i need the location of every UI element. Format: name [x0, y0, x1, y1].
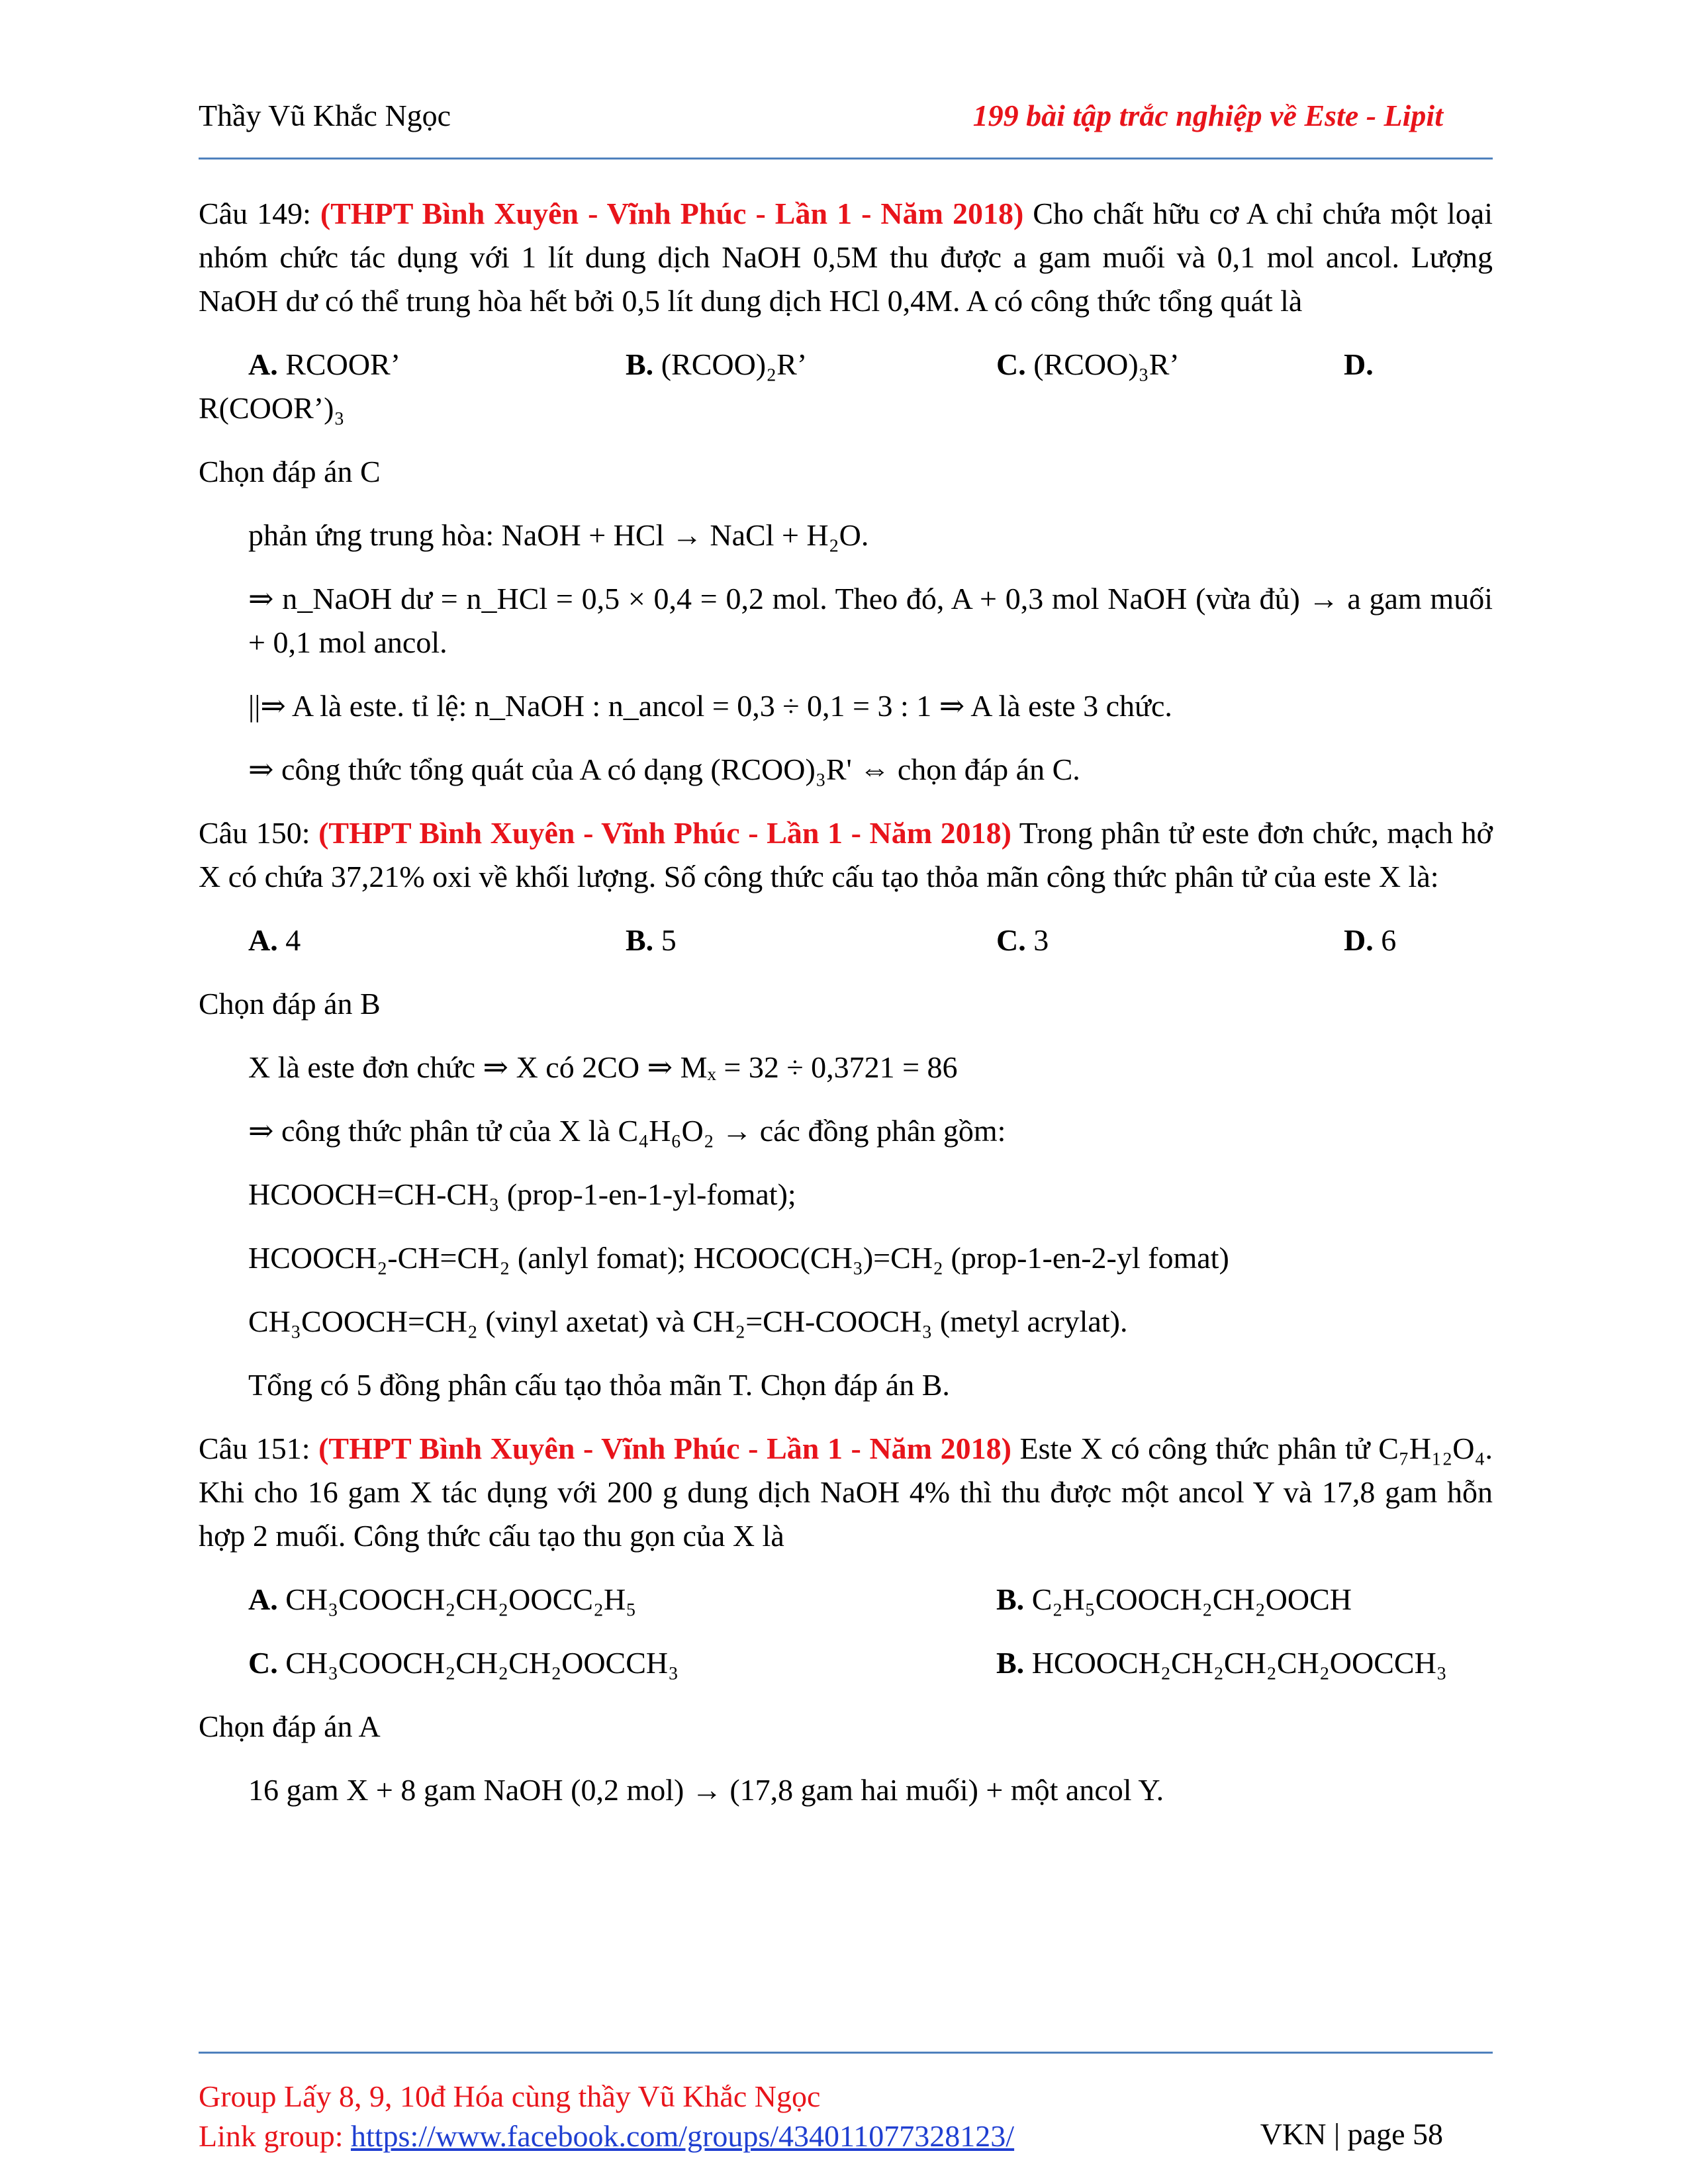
- option-d[interactable]: D. 6: [1344, 923, 1397, 957]
- question-source: (THPT Bình Xuyên - Vĩnh Phúc - Lần 1 - Năm 2018): [318, 1432, 1011, 1465]
- question-source: (THPT Bình Xuyên - Vĩnh Phúc - Lần 1 - Năm 2018): [318, 816, 1011, 850]
- option-c[interactable]: C. CH₃COOCH₂CH₂CH₂OOCCH₃: [248, 1646, 679, 1680]
- options-150: [199, 919, 1493, 962]
- solution-line: Tổng có 5 đồng phân cấu tạo thỏa mãn T. Chọn đáp án B.: [248, 1368, 950, 1402]
- header-rule: [199, 158, 1493, 159]
- question-source: (THPT Bình Xuyên - Vĩnh Phúc - Lần 1 - Năm 2018): [320, 197, 1024, 230]
- solution-line: ||⇒ A là este. tỉ lệ: n_NaOH : n_ancol = 0,3 ÷ 0,1 = 3 : 1 ⇒ A là este 3 chức.: [248, 689, 1172, 723]
- solution-line: CH₃COOCH=CH₂ (vinyl axetat) và CH₂=CH-COOCH₃ (metyl acrylat).: [248, 1304, 1128, 1338]
- group-link[interactable]: https://www.facebook.com/groups/434011077328123/: [350, 2119, 1015, 2153]
- solution-line: HCOOCH=CH-CH₃ (prop-1-en-1-yl-fomat);: [248, 1177, 796, 1211]
- header-author: Thầy Vũ Khắc Ngọc: [199, 99, 451, 132]
- question-151: Câu 151: (THPT Bình Xuyên - Vĩnh Phúc - Lần 1 - Năm 2018) Este X có công thức phân tử C₇H₁₂O₄. Khi cho 16 gam X tác dụng với 200 g dung dịch NaOH 4% thì thu được một ancol Y và 17,8 gam hỗn hợp 2 muối. Công thức cấu tạo thu gọn của X là: [199, 1432, 1493, 1553]
- option-c[interactable]: C. 3: [996, 923, 1049, 957]
- solution-line: HCOOCH₂-CH=CH₂ (anlyl fomat); HCOOC(CH₃)=CH₂ (prop-1-en-2-yl fomat): [248, 1241, 1229, 1275]
- option-a[interactable]: A. CH₃COOCH₂CH₂OOCC₂H₅: [248, 1582, 637, 1616]
- option-a[interactable]: A. 4: [248, 923, 301, 957]
- option-b[interactable]: B. 5: [626, 923, 677, 957]
- option-a[interactable]: A. RCOOR’: [248, 347, 401, 381]
- option-d[interactable]: B. HCOOCH₂CH₂CH₂CH₂OOCCH₃: [996, 1646, 1447, 1680]
- solution-line: X là este đơn chức ⇒ X có 2CO ⇒ Mₓ = 32 ÷ 0,3721 = 86: [248, 1050, 958, 1084]
- solution-line: 16 gam X + 8 gam NaOH (0,2 mol) → (17,8 gam hai muối) + một ancol Y.: [248, 1773, 1164, 1807]
- footer-link-line: Link group: https://www.facebook.com/groups/434011077328123/: [199, 2119, 1015, 2153]
- options-149: [199, 343, 1493, 387]
- option-d-text: R(COOR’)₃: [199, 391, 345, 425]
- footer-rule: [199, 2052, 1493, 2054]
- question-150: Câu 150: (THPT Bình Xuyên - Vĩnh Phúc - Lần 1 - Năm 2018) Trong phân tử este đơn chức, mạch hở X có chứa 37,21% oxi về khối lượng. Số công thức cấu tạo thỏa mãn công thức phân tử của este X là:: [199, 816, 1493, 893]
- solution-line: ⇒ n_NaOH dư = n_HCl = 0,5 × 0,4 = 0,2 mol. Theo đó, A + 0,3 mol NaOH (vừa đủ) → a gam muối + 0,1 mol ancol.: [248, 582, 1493, 659]
- option-c[interactable]: C. (RCOO)₃R’: [996, 347, 1180, 381]
- answer-149: Chọn đáp án C: [199, 455, 381, 488]
- option-d[interactable]: D.: [1344, 347, 1374, 381]
- options-151-row2: [199, 1641, 1493, 1685]
- option-b[interactable]: B. (RCOO)₂R’: [626, 347, 808, 381]
- page-content: [199, 192, 1493, 1832]
- page-number: VKN | page 58: [1260, 2117, 1443, 2151]
- answer-151: Chọn đáp án A: [199, 1709, 381, 1743]
- option-b[interactable]: B. C₂H₅COOCH₂CH₂OOCH: [996, 1582, 1352, 1616]
- header-title: 199 bài tập trắc nghiệp về Este - Lipit: [972, 99, 1443, 132]
- question-149: Câu 149: (THPT Bình Xuyên - Vĩnh Phúc - Lần 1 - Năm 2018) Cho chất hữu cơ A chỉ chứa một loại nhóm chức tác dụng với 1 lít dung dịch NaOH 0,5M thu được a gam muối và 0,1 mol ancol. Lượng NaOH dư có thể trung hòa hết bởi 0,5 lít dung dịch HCl 0,4M. A có công thức tổng quát là: [199, 197, 1493, 318]
- solution-line: ⇒ công thức tổng quát của A có dạng (RCOO)₃R' ⇔ chọn đáp án C.: [248, 752, 1080, 786]
- answer-150: Chọn đáp án B: [199, 987, 381, 1021]
- options-151-row1: [199, 1578, 1493, 1621]
- solution-line: ⇒ công thức phân tử của X là C₄H₆O₂ → các đồng phân gồm:: [248, 1114, 1006, 1148]
- solution-line: phản ứng trung hòa: NaOH + HCl → NaCl + H₂O.: [248, 518, 869, 552]
- footer-group: Group Lấy 8, 9, 10đ Hóa cùng thầy Vũ Khắc Ngọc: [199, 2079, 821, 2113]
